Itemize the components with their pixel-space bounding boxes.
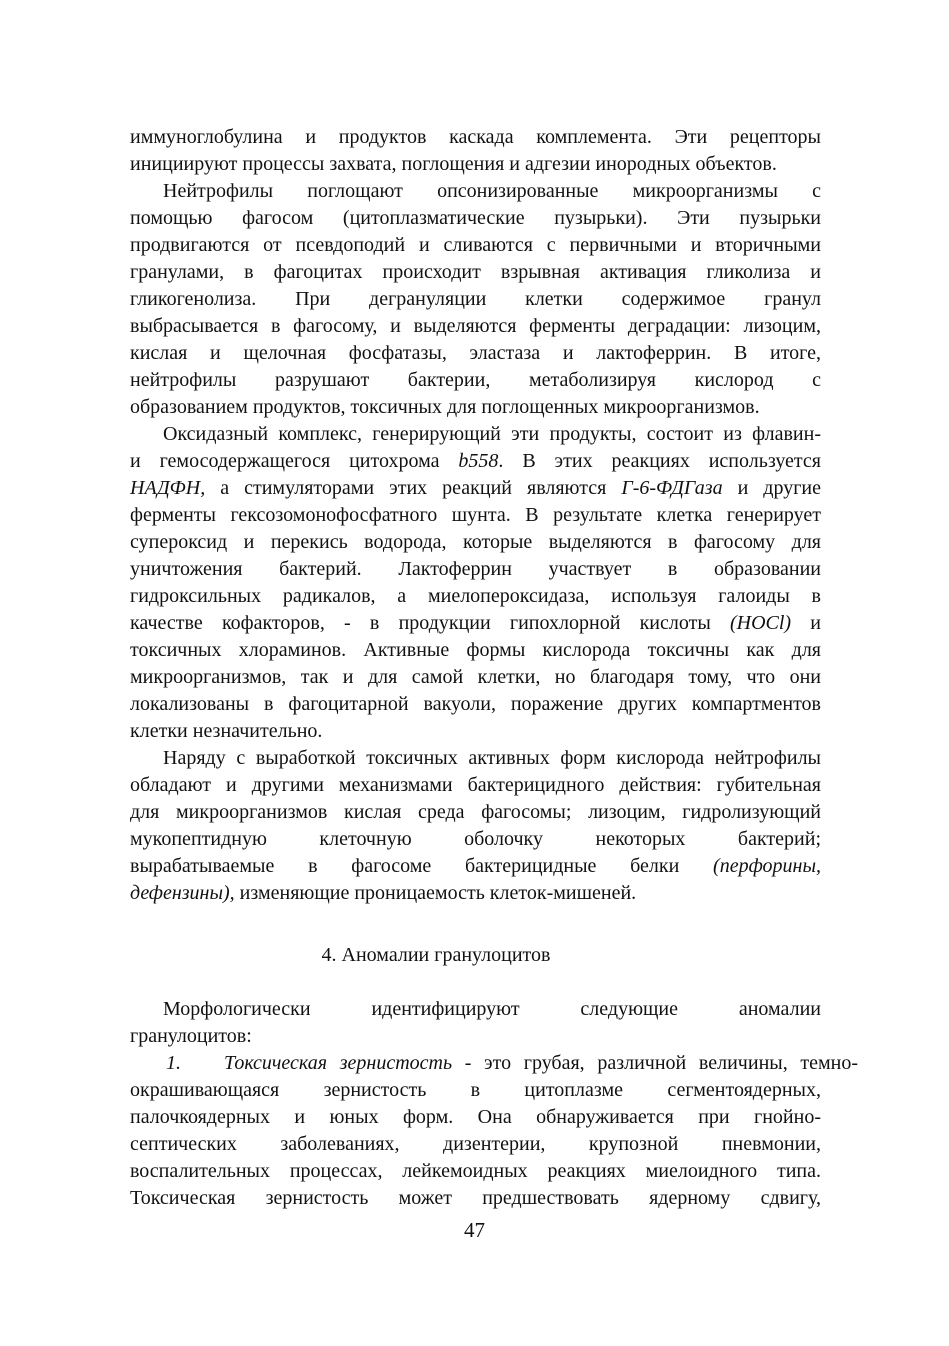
section-heading: 4. Аномалии гранулоцитов (321, 944, 551, 966)
page-number: 47 (464, 1218, 485, 1242)
text-line: гранулами, в фагоцитах происходит взрывная активация гликолиза и (130, 261, 821, 283)
term-toxic-granulation: Токсическая зернистость (224, 1052, 453, 1074)
text-line: ферменты гексозомонофосфатного шунта. В результате клетка генерирует (130, 504, 821, 526)
text-line: Токсическая зернистость может предшествовать ядерному сдвигу, (130, 1187, 821, 1209)
text-line: гидроксильных радикалов, а миелопероксидаза, используя галоиды в (130, 585, 821, 607)
text-line: Оксидазный комплекс, генерирующий эти продукты, состоит из флавин- (163, 423, 821, 445)
term-nadph: НАДФН, (130, 477, 206, 499)
text-line: инициируют процессы захвата, поглощения и адгезии инородных объектов. (130, 153, 777, 175)
text-line: гликогенолиза. При дегрануляции клетки содержимое гранул (130, 288, 821, 310)
text-run: и (791, 612, 821, 634)
term-defensins: дефензины), (130, 882, 235, 904)
text-line: Нейтрофилы поглощают опсонизированные микроорганизмы с (163, 180, 821, 202)
text-line: кислая и щелочная фосфатазы, эластаза и лактоферрин. В итоге, (130, 342, 821, 364)
text-line: нейтрофилы разрушают бактерии, метаболизируя кислород с (130, 369, 821, 391)
term-hocl: (HOCl) (729, 612, 792, 634)
text-line: иммуноглобулина и продуктов каскада комплемента. Эти рецепторы (130, 126, 821, 148)
text-run: качестве кофакторов, - в продукции гипохлорной кислоты (130, 612, 730, 634)
text-line: септических заболеваниях, дизентерии, крупозной пневмонии, (130, 1133, 821, 1155)
text-line: помощью фагосом (цитоплазматические пузырьки). Эти пузырьки (130, 207, 821, 229)
text-line: локализованы в фагоцитарной вакуоли, поражение других компартментов (130, 693, 821, 715)
text-run: и другие (722, 477, 821, 499)
text-line: окрашивающаяся зернистость в цитоплазме сегментоядерных, (130, 1079, 821, 1101)
text-line (130, 880, 821, 907)
text-run: вырабатываемые в фагосоме бактерицидные белки (130, 855, 714, 877)
page-body (130, 124, 821, 907)
text-line: образованием продуктов, токсичных для поглощенных микроорганизмов. (130, 396, 760, 418)
text-line: супероксид и перекись водорода, которые выделяются в фагосому для (130, 531, 821, 553)
text-line: Наряду с выработкой токсичных активных форм кислорода нейтрофилы (163, 747, 821, 769)
text-line: мукопептидную клеточную оболочку некоторых бактерий; (130, 828, 821, 850)
text-run: и гемосодержащегося цитохрома (130, 450, 459, 472)
text-run: а стимуляторами этих реакций являются (205, 477, 622, 499)
list-item (130, 1050, 858, 1077)
text-line: Морфологически идентифицируют следующие аномалии (163, 998, 821, 1020)
list-number: 1. (166, 1052, 181, 1074)
text-line: гранулоцитов: (130, 1025, 252, 1047)
text-line (130, 610, 821, 637)
text-run: . В этих реакциях используется (498, 450, 821, 472)
text-line (130, 448, 821, 475)
text-line: токсичных хлораминов. Активные формы кислорода токсичны как для (130, 639, 821, 661)
text-line: микроорганизмов, так и для самой клетки, но благодаря тому, что они (130, 666, 821, 688)
text-line: продвигаются от псевдоподий и сливаются с первичными и вторичными (130, 234, 821, 256)
text-line: выбрасывается в фагосому, и выделяются ферменты деградации: лизоцим, (130, 315, 821, 337)
text-line: для микроорганизмов кислая среда фагосомы; лизоцим, гидролизующий (130, 801, 821, 823)
text-run: изменяющие проницаемость клеток-мишеней. (234, 882, 637, 904)
cytochrome-label: b558 (458, 450, 499, 472)
text-line (130, 475, 821, 502)
text-line (130, 853, 821, 880)
text-run: - это грубая, различной величины, темно- (452, 1052, 858, 1074)
term-g6pdh: Г-6-ФДГаза (621, 477, 723, 499)
text-line: воспалительных процессах, лейкемоидных реакциях миелоидного типа. (130, 1160, 821, 1182)
term-perforins: (перфорины, (713, 855, 821, 877)
text-line: палочкоядерных и юных форм. Она обнаруживается при гнойно- (130, 1106, 821, 1128)
page-body-section-4 (130, 996, 858, 1212)
text-line: обладают и другими механизмами бактерицидного действия: губительная (130, 774, 821, 796)
text-line: клетки незначительно. (130, 720, 323, 742)
text-line: уничтожения бактерий. Лактоферрин участвует в образовании (130, 558, 821, 580)
